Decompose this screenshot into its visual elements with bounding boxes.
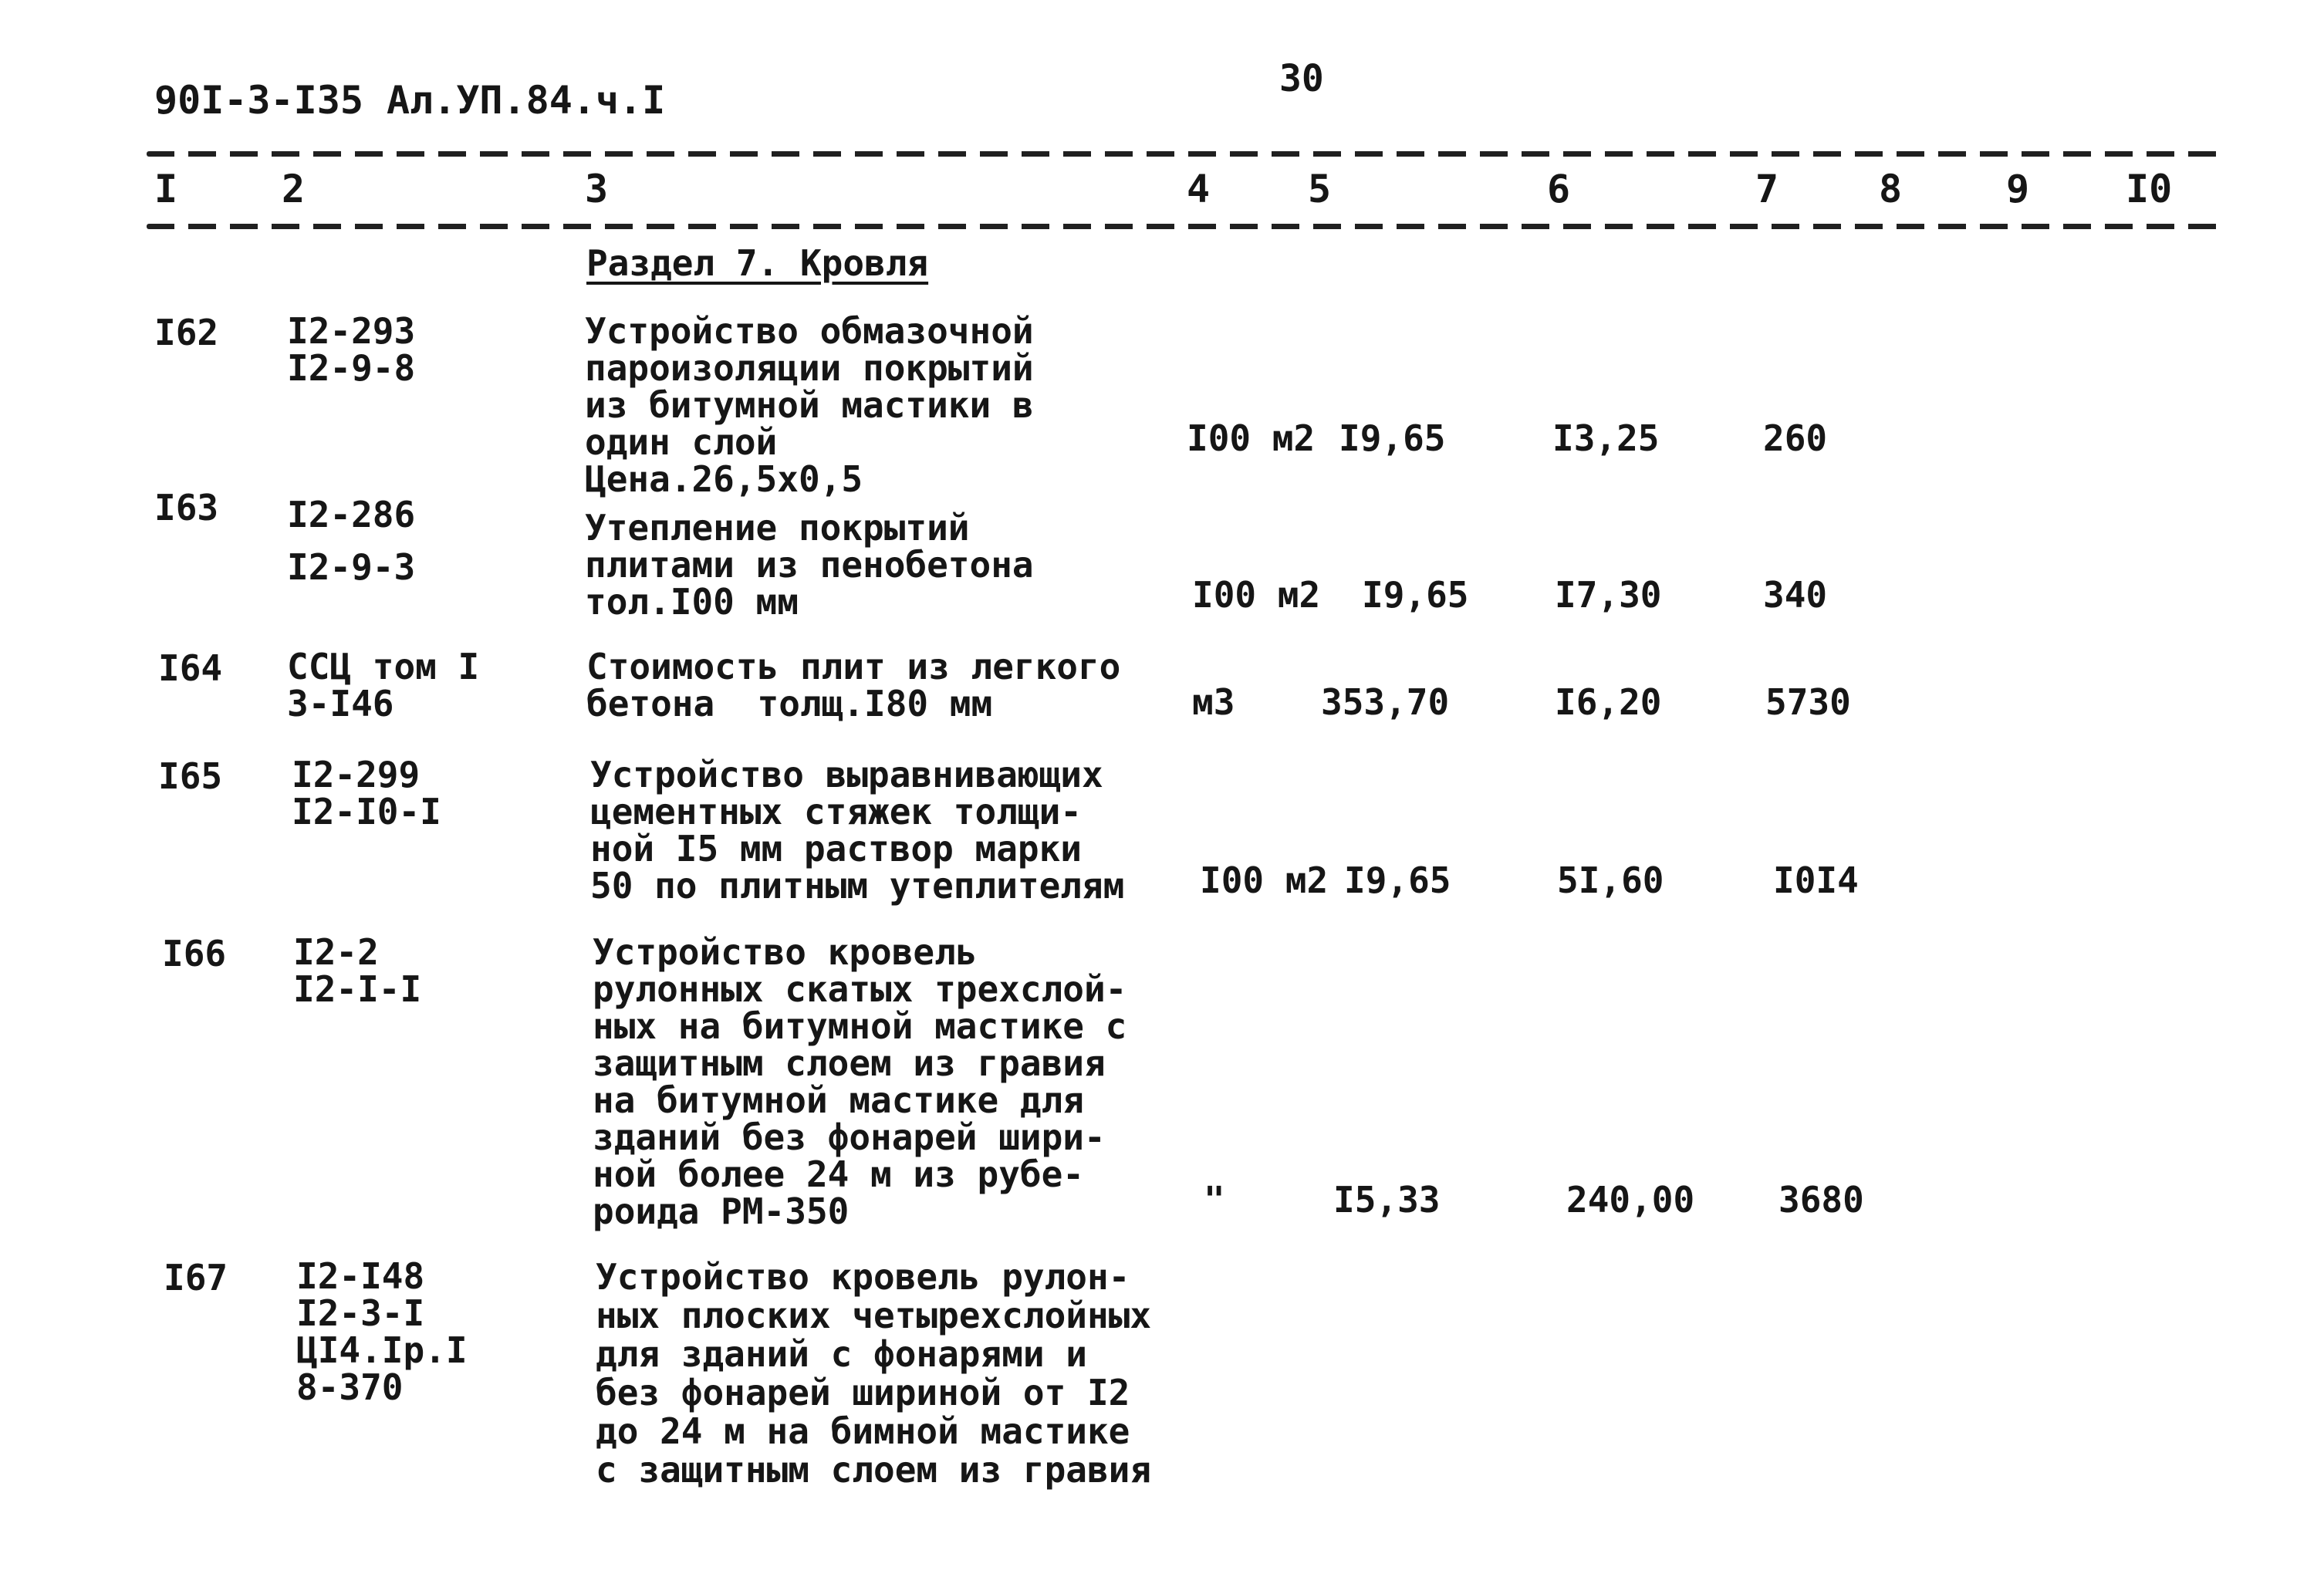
- row-total: I0I4: [1773, 859, 1859, 901]
- column-header-5: 5: [1308, 167, 1332, 211]
- row-codes: I2-299 I2-I0-I: [292, 754, 441, 832]
- row-unit-price: I3,25: [1552, 417, 1660, 459]
- document-code: 90I-3-I35 Ал.УП.84.ч.I: [154, 78, 666, 123]
- row-total: 5730: [1765, 681, 1851, 723]
- row-codes: I2-I48 I2-3-I ЦI4.Iр.I 8-370: [296, 1255, 468, 1408]
- section-title: Раздел 7. Кровля: [586, 242, 929, 284]
- row-quantity: I9,65: [1344, 859, 1451, 901]
- page-number: 30: [1279, 57, 1324, 100]
- row-description: Устройство кровель рулон- ных плоских четырехслойных для зданий с фонарями и без фонарей шириной от I2 до 24 м на бимной мастике с защитным слоем из гравия: [596, 1256, 1152, 1491]
- row-description: Стоимость плит из легкого бетона толщ.I80 мм: [586, 646, 1121, 724]
- column-header-4: 4: [1187, 167, 1211, 211]
- row-codes: I2-2 I2-I-I: [293, 931, 422, 1010]
- column-header-1: I: [154, 167, 178, 211]
- row-number: I62: [154, 312, 219, 353]
- row-codes: ССЦ том I 3-I46: [287, 646, 480, 724]
- row-codes: I2-293 I2-9-8: [287, 310, 416, 389]
- header-divider-bottom: [147, 224, 2222, 229]
- row-unit: I00 м2: [1187, 417, 1316, 459]
- row-quantity: I9,65: [1339, 417, 1446, 459]
- row-codes: I2-286 I2-9-3: [287, 494, 416, 588]
- row-total: 3680: [1778, 1179, 1864, 1221]
- column-header-2: 2: [282, 167, 306, 211]
- column-header-7: 7: [1755, 167, 1779, 211]
- column-header-10: I0: [2126, 167, 2173, 211]
- row-description: Устройство кровель рулонных скатых трехслой- ных на битумной мастике с защитным слоем из гравия на битумной мастике для зданий без фонарей шири- ной более 24 м из рубе- роида РМ-350: [593, 931, 1127, 1232]
- row-description: Устройство обмазочной пароизоляции покрытий из битумной мастики в один слой Цена.26,5х0,5: [585, 310, 1034, 500]
- row-unit-price: 5I,60: [1557, 859, 1664, 901]
- row-quantity: 353,70: [1321, 681, 1450, 723]
- row-description: Утепление покрытий плитами из пенобетона тол.I00 мм: [585, 507, 1034, 623]
- row-unit: м3: [1192, 681, 1235, 723]
- row-unit-price: I6,20: [1555, 681, 1662, 723]
- row-unit-price: 240,00: [1566, 1179, 1695, 1221]
- row-unit: I00 м2: [1192, 574, 1321, 616]
- column-header-6: 6: [1547, 167, 1571, 211]
- row-total: 260: [1763, 417, 1828, 459]
- column-header-9: 9: [2006, 167, 2030, 211]
- row-quantity: I5,33: [1333, 1179, 1441, 1221]
- row-number: I64: [158, 647, 223, 689]
- row-total: 340: [1763, 574, 1828, 616]
- row-number: I63: [154, 487, 219, 529]
- row-number: I67: [164, 1257, 228, 1299]
- row-unit-price: I7,30: [1555, 574, 1662, 616]
- row-number: I66: [162, 933, 227, 974]
- row-description: Устройство выравнивающих цементных стяжек толщи- ной I5 мм раствор марки 50 по плитным утеплителям: [590, 754, 1125, 907]
- row-quantity: I9,65: [1362, 574, 1469, 616]
- column-header-3: 3: [585, 167, 609, 211]
- column-header-8: 8: [1879, 167, 1903, 211]
- row-unit: ": [1204, 1179, 1225, 1221]
- row-unit: I00 м2: [1200, 859, 1329, 901]
- row-number: I65: [158, 755, 223, 797]
- header-divider-top: [147, 151, 2222, 157]
